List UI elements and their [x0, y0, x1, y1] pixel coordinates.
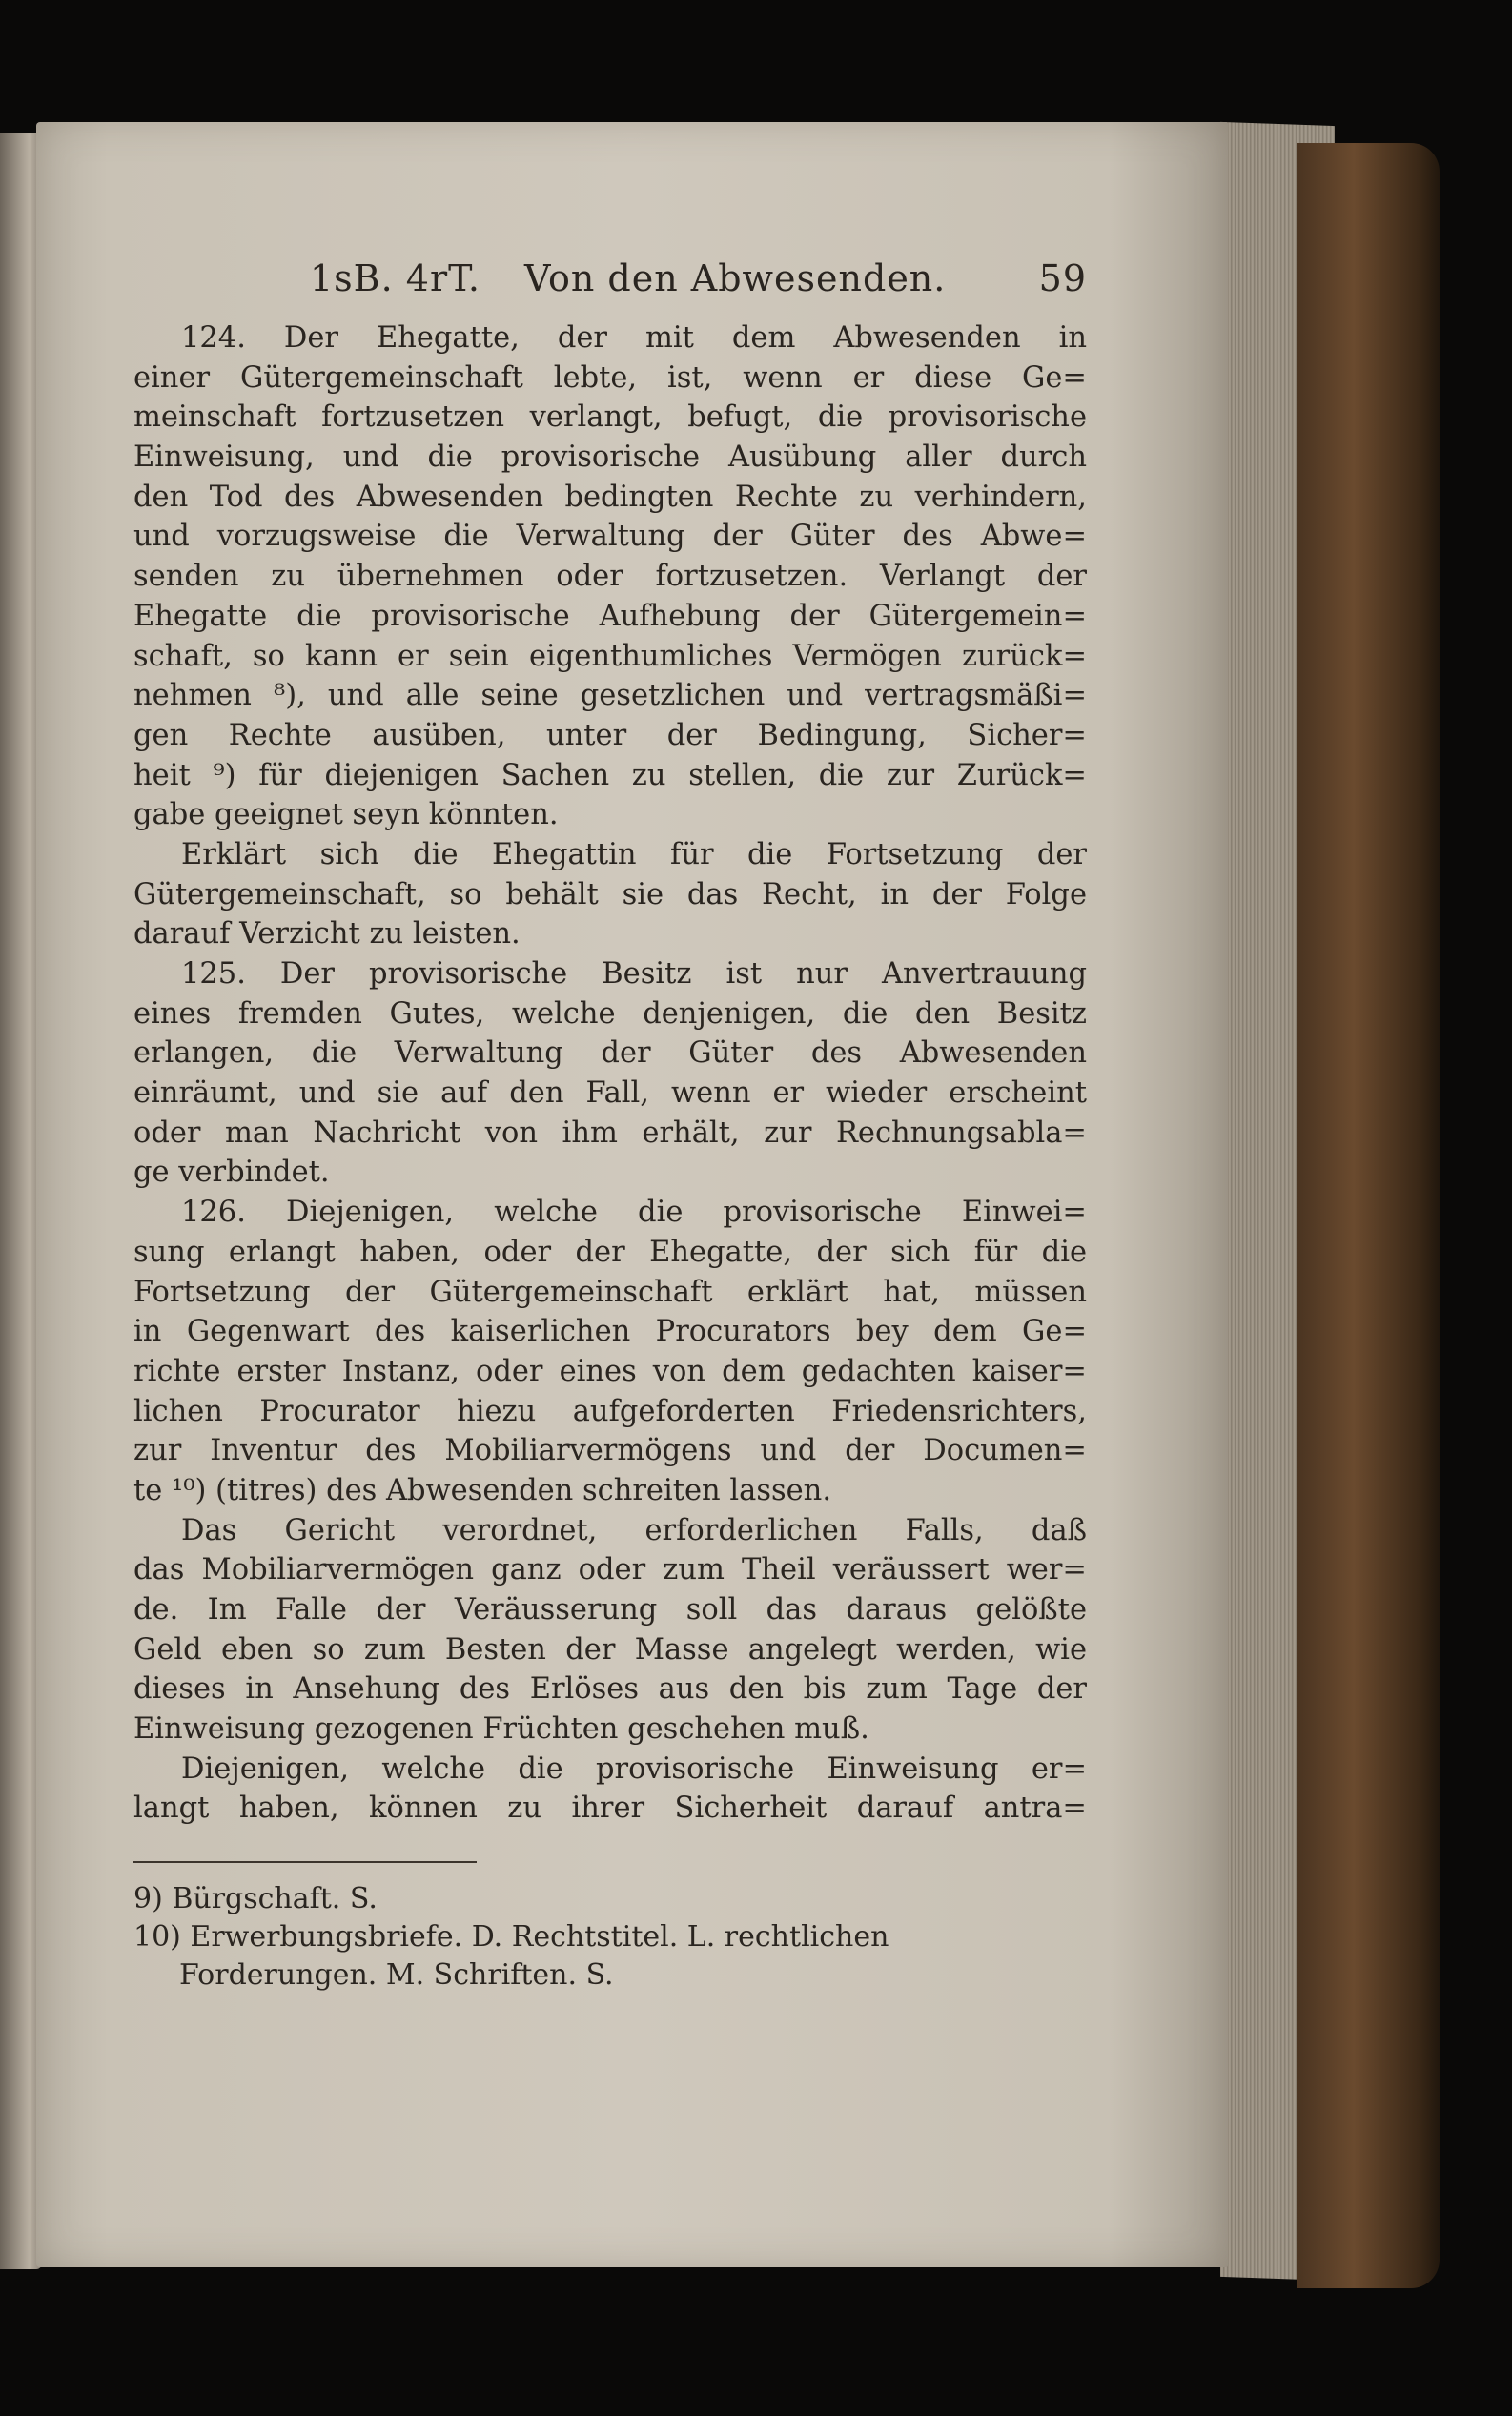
- footnote-continuation: Forderungen. M. Schriften. S.: [179, 1958, 614, 1993]
- header-title: Von den Abwesenden.: [524, 257, 947, 299]
- header-reference: 1sB. 4rT.: [310, 257, 480, 299]
- text-line: richte erster Instanz, oder eines von dem gedachten kaiser=: [133, 1354, 1087, 1388]
- text-line: te ¹⁰) (titres) des Abwesenden schreiten lassen.: [133, 1473, 832, 1507]
- text-line: 124. Der Ehegatte, der mit dem Abwesenden in: [181, 321, 1087, 355]
- page-content: [133, 257, 1087, 1995]
- text-line: einer Gütergemeinschaft lebte, ist, wenn er diese Ge=: [133, 360, 1087, 395]
- text-line: Gütergemeinschaft, so behält sie das Recht, in der Folge: [133, 877, 1087, 911]
- text-line: das Mobiliarvermögen ganz oder zum Theil veräussert wer=: [133, 1553, 1087, 1587]
- text-line: Einweisung, und die provisorische Ausübung aller durch: [133, 440, 1087, 475]
- text-line: in Gegenwart des kaiserlichen Procurators bey dem Ge=: [133, 1315, 1087, 1349]
- text-line: zur Inventur des Mobiliarvermögens und der Documen=: [133, 1434, 1087, 1468]
- text-line: und vorzugsweise die Verwaltung der Güter des Abwe=: [133, 520, 1087, 554]
- text-line: heit ⁹) für diejenigen Sachen zu stellen, die zur Zurück=: [133, 758, 1087, 792]
- footnote: 9) Bürgschaft. S.: [133, 1882, 378, 1916]
- text-line: Diejenigen, welche die provisorische Einweisung er=: [181, 1751, 1087, 1786]
- text-line: Erklärt sich die Ehegattin für die Fortsetzung der: [181, 837, 1087, 871]
- text-line: gabe geeignet seyn könnten.: [133, 798, 559, 832]
- text-line: eines fremden Gutes, welche denjenigen, die den Besitz: [133, 996, 1087, 1031]
- book-cover-edge: [1297, 143, 1440, 2288]
- text-line: den Tod des Abwesenden bedingten Rechte zu verhindern,: [133, 480, 1087, 514]
- text-line: Das Gericht verordnet, erforderlichen Falls, daß: [181, 1513, 1087, 1547]
- text-line: Ehegatte die provisorische Aufhebung der Gütergemein=: [133, 599, 1087, 633]
- text-line: darauf Verzicht zu leisten.: [133, 917, 521, 952]
- text-line: erlangen, die Verwaltung der Güter des Abwesenden: [133, 1036, 1087, 1071]
- text-line: meinschaft fortzusetzen verlangt, befugt, die provisorische: [133, 400, 1087, 435]
- footnote-divider: [133, 1861, 477, 1863]
- text-line: schaft, so kann er sein eigenthumliches Vermögen zurück=: [133, 639, 1087, 673]
- text-line: dieses in Ansehung des Erlöses aus den bis zum Tage der: [133, 1672, 1087, 1707]
- running-header: [133, 257, 1087, 318]
- page-number: 59: [1038, 257, 1087, 299]
- text-line: senden zu übernehmen oder fortzusetzen. Verlangt der: [133, 560, 1087, 594]
- text-line: gen Rechte ausüben, unter der Bedingung, Sicher=: [133, 718, 1087, 752]
- text-line: Fortsetzung der Gütergemeinschaft erklärt hat, müssen: [133, 1275, 1087, 1309]
- text-line: lichen Procurator hiezu aufgeforderten Friedensrichters,: [133, 1394, 1087, 1428]
- footnote: 10) Erwerbungsbriefe. D. Rechtstitel. L. rechtlichen: [133, 1920, 889, 1955]
- text-line: nehmen ⁸), und alle seine gesetzlichen und vertragsmäßi=: [133, 679, 1087, 713]
- text-line: Einweisung gezogenen Früchten geschehen muß.: [133, 1712, 869, 1747]
- text-line: Geld eben so zum Besten der Masse angelegt werden, wie: [133, 1632, 1087, 1667]
- text-line: de. Im Falle der Veräusserung soll das daraus gelößte: [133, 1593, 1087, 1627]
- text-line: 125. Der provisorische Besitz ist nur Anvertrauung: [181, 957, 1087, 991]
- text-line: einräumt, und sie auf den Fall, wenn er wieder erscheint: [133, 1076, 1087, 1111]
- text-line: sung erlangt haben, oder der Ehegatte, der sich für die: [133, 1235, 1087, 1269]
- footnotes: [133, 1880, 1087, 1995]
- text-line: langt haben, können zu ihrer Sicherheit darauf antra=: [133, 1792, 1087, 1826]
- body-text: [133, 318, 1087, 1829]
- text-line: oder man Nachricht von ihm erhält, zur Rechnungsabla=: [133, 1116, 1087, 1150]
- text-line: ge verbindet.: [133, 1156, 330, 1190]
- text-line: 126. Diejenigen, welche die provisorische Einwei=: [181, 1196, 1087, 1230]
